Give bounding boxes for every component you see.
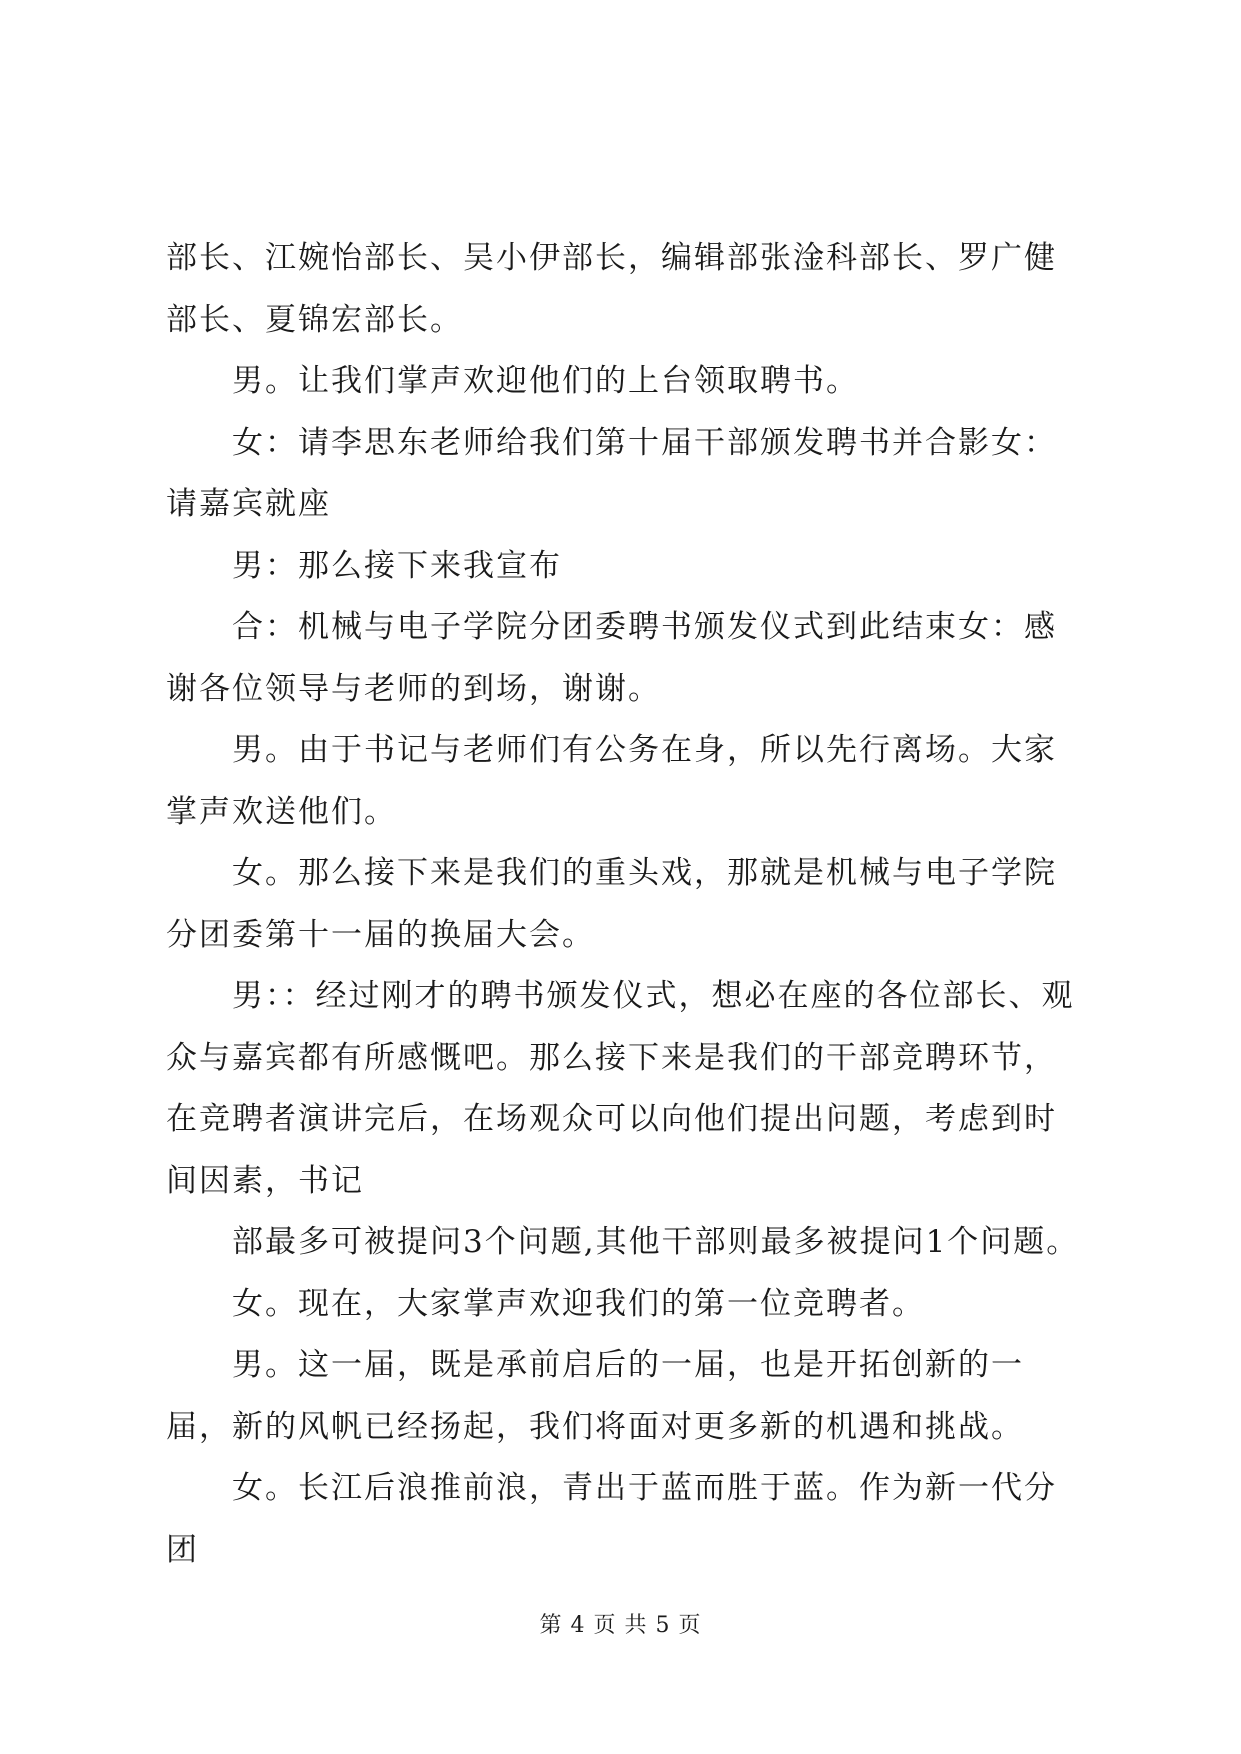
- paragraph-3: 女：请李思东老师给我们第十届干部颁发聘书并合影女：请嘉宾就座: [166, 424, 1057, 522]
- paragraph-4: 男：那么接下来我宣布: [232, 547, 562, 584]
- paragraph-8: 男：：经过刚才的聘书颁发仪式，想必在座的各位部长、观众与嘉宾都有所感慨吧。那么接下来是我们的干部竞聘环节，在竞聘者演讲完后，在场观众可以向他们提出问题，考虑到时间因素，书记: [166, 978, 1075, 1199]
- paragraph-11: 男。这一届，既是承前启后的一届，也是开拓创新的一届，新的风帆已经扬起，我们将面对更多新的机遇和挑战。: [166, 1347, 1024, 1445]
- page-footer: 第 4 页 共 5 页: [539, 1613, 702, 1638]
- paragraph-10: 女。现在，大家掌声欢迎我们的第一位竞聘者。: [232, 1285, 925, 1322]
- paragraph-2: 男。让我们掌声欢迎他们的上台领取聘书。: [232, 363, 859, 399]
- document-body: [166, 228, 1086, 1581]
- paragraph-5: 合：机械与电子学院分团委聘书颁发仪式到此结束女：感谢各位领导与老师的到场，谢谢。: [166, 609, 1057, 707]
- paragraph-1: 部长、江婉怡部长、吴小伊部长，编辑部张淦科部长、罗广健部长、夏锦宏部长。: [166, 240, 1057, 338]
- paragraph-7: 女。那么接下来是我们的重头戏，那就是机械与电子学院分团委第十一届的换届大会。: [166, 855, 1057, 953]
- paragraph-9: 部最多可被提问3个问题,其他干部则最多被提问1个问题。: [232, 1224, 1080, 1260]
- paragraph-12: 女。长江后浪推前浪，青出于蓝而胜于蓝。作为新一代分团: [166, 1470, 1057, 1568]
- paragraph-6: 男。由于书记与老师们有公务在身，所以先行离场。大家掌声欢送他们。: [166, 732, 1057, 830]
